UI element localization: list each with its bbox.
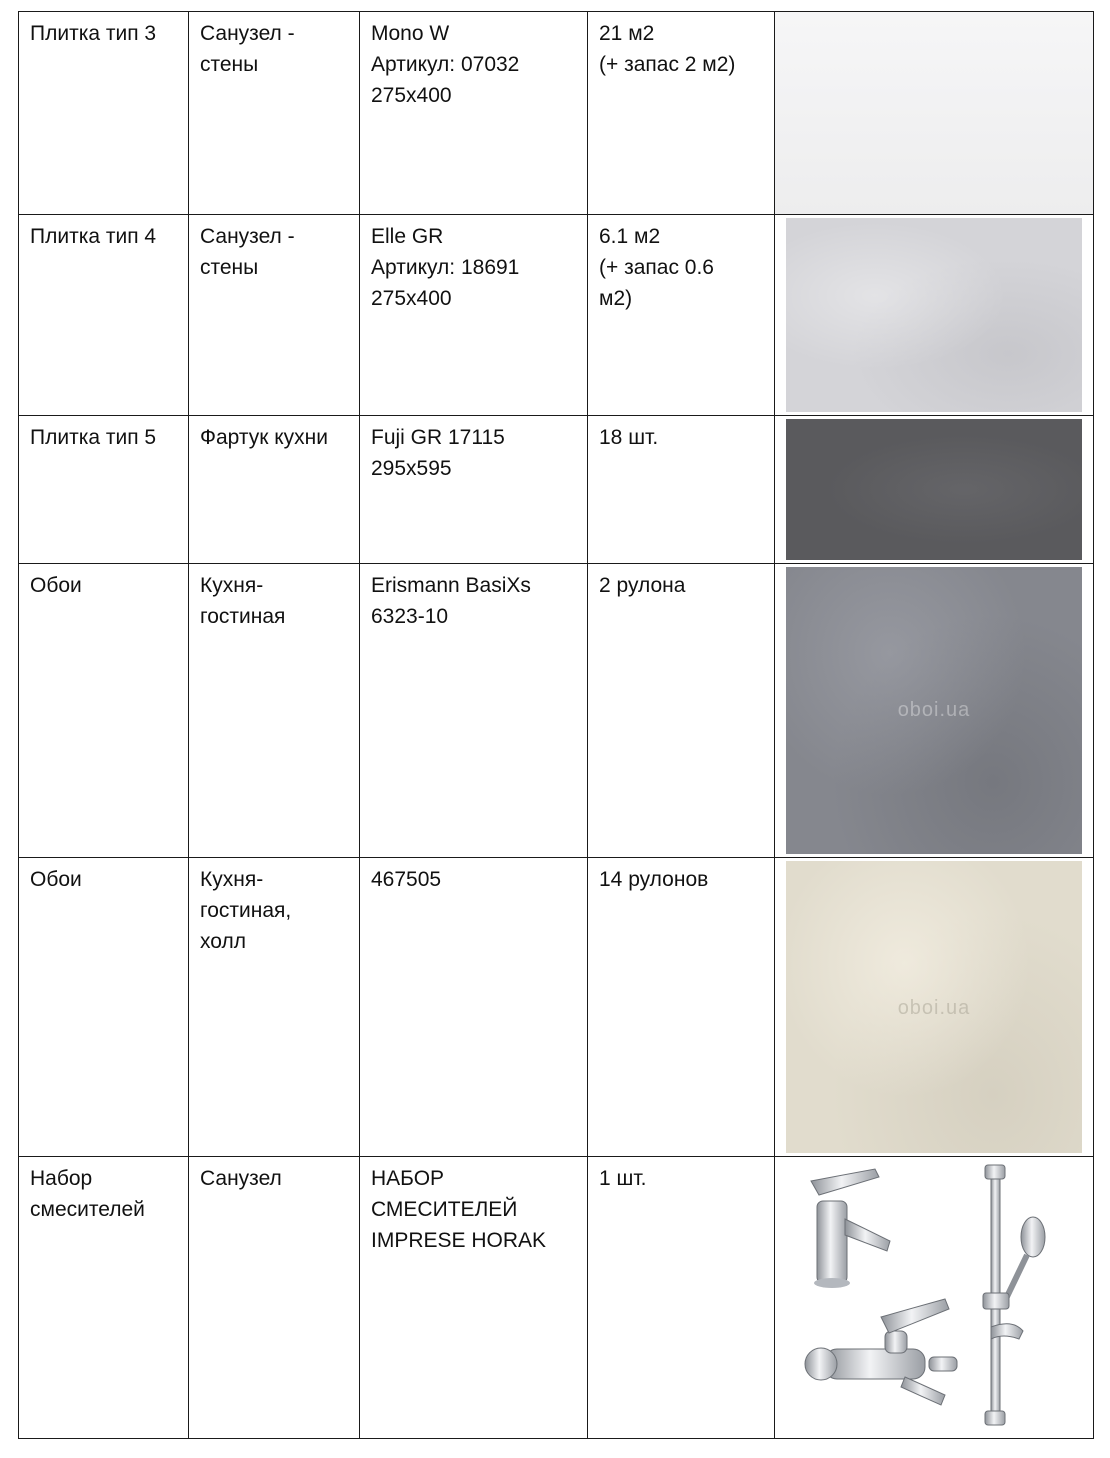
table-row — [19, 858, 1094, 1157]
table-row — [19, 12, 1094, 215]
table-row — [19, 564, 1094, 858]
quantity-cell: 2 рулона — [588, 564, 775, 858]
bath-mixer-icon — [805, 1299, 957, 1405]
table-row — [19, 215, 1094, 416]
name-cell: Набор смесителей — [19, 1157, 189, 1439]
watermark: oboi.ua — [897, 699, 971, 721]
basin-mixer-icon — [811, 1169, 890, 1288]
swatch-cell — [775, 12, 1094, 215]
product-cell: 467505 — [360, 858, 588, 1157]
location-cell: Санузел - стены — [189, 12, 360, 215]
quantity-cell: 1 шт. — [588, 1157, 775, 1439]
product-cell: Erismann BasiXs 6323-10 — [360, 564, 588, 858]
location-cell: Кухня- гостиная — [189, 564, 360, 858]
table-row — [19, 1157, 1094, 1439]
name-cell: Плитка тип 4 — [19, 215, 189, 416]
location-cell: Фартук кухни — [189, 416, 360, 564]
beige-wallpaper-swatch — [786, 861, 1082, 1153]
quantity-cell: 18 шт. — [588, 416, 775, 564]
swatch-cell — [775, 416, 1094, 564]
faucet-set-image — [795, 1159, 1065, 1433]
swatch-cell — [775, 564, 1094, 858]
swatch-cell — [775, 858, 1094, 1157]
location-cell: Санузел - стены — [189, 215, 360, 416]
quantity-cell: 21 м2 (+ запас 2 м2) — [588, 12, 775, 215]
white-tile-swatch — [775, 12, 1093, 214]
location-cell: Кухня- гостиная, холл — [189, 858, 360, 1157]
name-cell: Плитка тип 5 — [19, 416, 189, 564]
quantity-cell: 6.1 м2 (+ запас 0.6 м2) — [588, 215, 775, 416]
dark-grey-tile-swatch — [786, 419, 1082, 560]
product-cell: Elle GR Артикул: 18691 275x400 — [360, 215, 588, 416]
light-grey-marble-swatch — [786, 218, 1082, 412]
product-cell: Mono W Артикул: 07032 275x400 — [360, 12, 588, 215]
shower-rail-icon — [983, 1165, 1045, 1425]
quantity-cell: 14 рулонов — [588, 858, 775, 1157]
location-cell: Санузел — [189, 1157, 360, 1439]
product-cell: Fuji GR 17115 295x595 — [360, 416, 588, 564]
grey-marble-wallpaper-swatch — [786, 567, 1082, 854]
materials-table — [18, 11, 1094, 1439]
name-cell: Обои — [19, 564, 189, 858]
table-row — [19, 416, 1094, 564]
swatch-cell — [775, 215, 1094, 416]
product-cell: НАБОР СМЕСИТЕЛЕЙ IMPRESE HORAK — [360, 1157, 588, 1439]
watermark: oboi.ua — [897, 997, 971, 1019]
name-cell: Обои — [19, 858, 189, 1157]
name-cell: Плитка тип 3 — [19, 12, 189, 215]
swatch-cell — [775, 1157, 1094, 1439]
